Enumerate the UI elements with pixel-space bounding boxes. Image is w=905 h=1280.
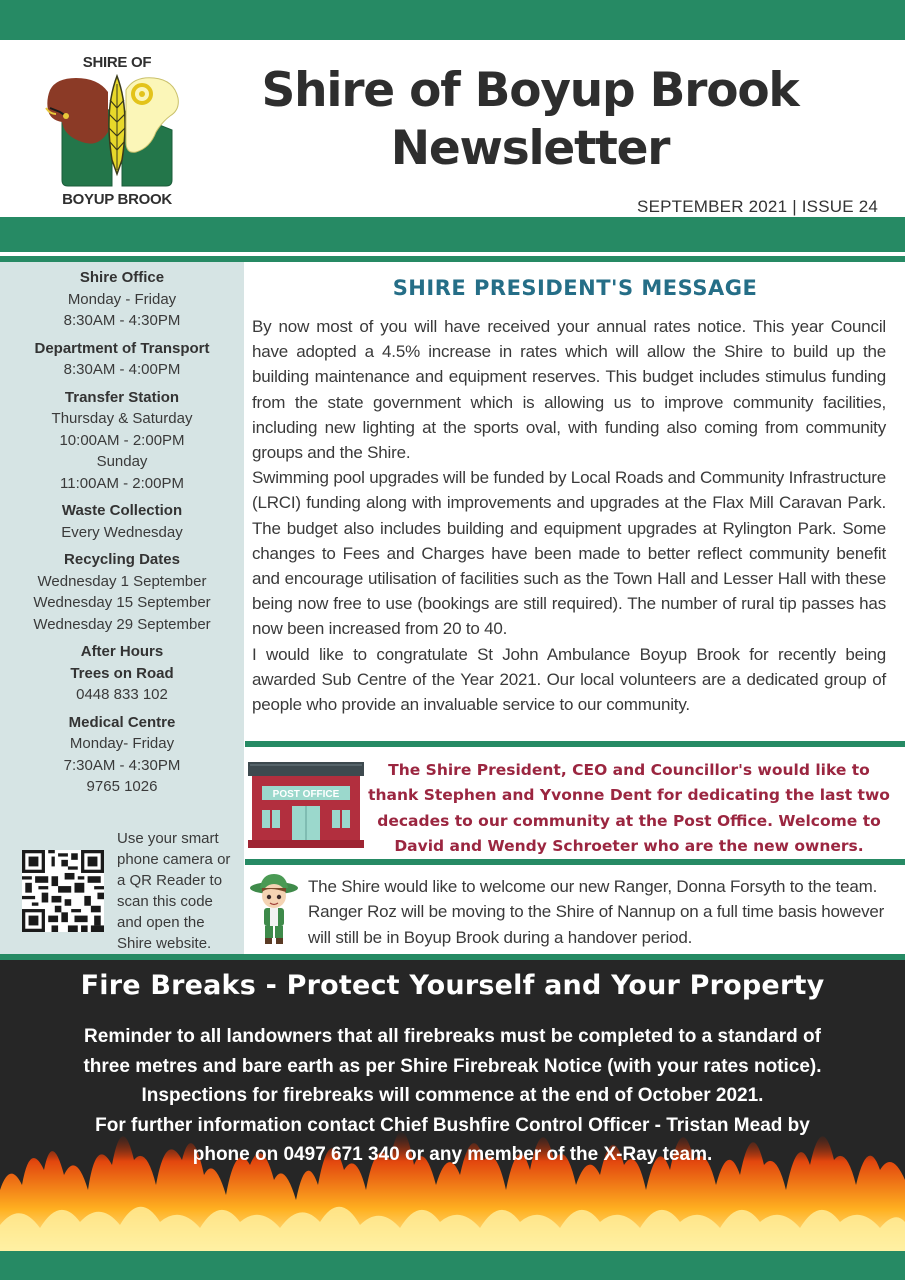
post-office-message: The Shire President, CEO and Councillor's would like to thank Stephen and Yvonne Dent for dedicating the last two decades to our community at the Post Office. Welcome to David and Wendy Schroeter who are the new owners.	[368, 761, 890, 855]
sidebar-recycling-dates	[0, 549, 244, 635]
sidebar-dept-transport	[0, 338, 244, 381]
sidebar-line: 11:00AM - 2:00PM	[60, 474, 184, 492]
post-office-sign: POST OFFICE	[272, 789, 340, 800]
info-sidebar	[0, 262, 244, 954]
fire-breaks-line: three metres and bare earth as per Shire Firebreak Notice (with your rates notice).	[83, 1055, 822, 1077]
sidebar-line: Every Wednesday	[61, 523, 183, 541]
title-line-2: Newsletter	[390, 121, 670, 176]
fire-breaks-section	[0, 960, 905, 1251]
qr-code-icon[interactable]	[22, 850, 104, 932]
issue-number: ISSUE 24	[801, 197, 878, 216]
message-paragraph: I would like to congratulate St John Ambulance Boyup Brook for recently being awarded Sub Centre of the Year 2021. Our local volunteers are a dedicated group of people who provide an invaluable service to our community.	[252, 644, 886, 715]
top-green-band	[0, 0, 905, 40]
post-office-icon	[248, 762, 364, 848]
ranger-message: The Shire would like to welcome our new Ranger, Donna Forsyth to the team. Ranger Roz will be moving to the Shire of Nannup on a full time basis however will still be in Boyup Brook during a handover period.	[308, 877, 885, 947]
sidebar-line: Wednesday 1 September	[37, 572, 207, 590]
bottom-green-band	[0, 1251, 905, 1280]
sidebar-line: Monday- Friday	[69, 735, 175, 752]
sidebar-heading: Transfer Station	[64, 388, 180, 406]
ranger-notice	[245, 866, 905, 952]
sidebar-line: 10:00AM - 2:00PM	[59, 431, 185, 449]
sidebar-shire-office	[0, 267, 244, 332]
issue-separator: |	[792, 197, 797, 216]
fire-breaks-line: For further information contact Chief Bushfire Control Officer - Tristan Mead by	[95, 1114, 810, 1136]
sidebar-line: Thursday & Saturday	[51, 410, 193, 427]
post-office-notice	[245, 748, 905, 858]
message-paragraph: By now most of you will have received your annual rates notice. This year Council have adopted a 4.5% increase in rates which will allow the Shire to build up the building maintenance and equipment reserves. This budget includes stimulus funding from the state government which is allowing us to improve community facilities, including new lighting at the sports oval, with funding also coming from community groups and the Shire.	[252, 317, 886, 463]
issue-date: SEPTEMBER 2021	[637, 197, 788, 216]
sidebar-transfer-station	[0, 387, 244, 495]
logo-bottom-text: BOYUP BROOK	[62, 191, 172, 208]
qr-instructions: Use your smart phone camera or a QR Reader to scan this code and open the Shire website.	[117, 830, 231, 952]
president-message-body	[252, 314, 886, 717]
sidebar-line: 8:30AM - 4:30PM	[63, 312, 181, 329]
sidebar-phone: 0448 833 102	[76, 686, 168, 703]
header-green-band	[0, 217, 905, 252]
sidebar-line: Sunday	[96, 453, 148, 470]
fire-breaks-line: Inspections for firebreaks will commence at the end of October 2021.	[141, 1085, 764, 1106]
logo-top-text: SHIRE OF	[82, 54, 152, 71]
sidebar-heading: Department of Transport	[34, 339, 210, 357]
sidebar-after-hours	[0, 641, 244, 706]
sidebar-line: 7:30AM - 4:30PM	[63, 756, 181, 774]
section-divider	[245, 859, 905, 865]
sidebar-heading: Shire Office	[79, 269, 165, 286]
sidebar-line: Wednesday 15 September	[33, 594, 211, 611]
issue-info	[637, 197, 878, 217]
sidebar-waste-collection	[0, 500, 244, 543]
fire-breaks-line: Reminder to all landowners that all firebreaks must be completed to a standard of	[84, 1026, 821, 1047]
president-message-title: SHIRE PRESIDENT'S MESSAGE	[392, 276, 758, 300]
sidebar-line: Monday - Friday	[67, 290, 177, 308]
shire-crest-icon	[42, 70, 192, 192]
sidebar-heading: Recycling Dates	[64, 551, 180, 568]
sidebar-heading: Medical Centre	[68, 713, 176, 731]
fire-breaks-body	[20, 1022, 885, 1170]
title-line-1: Shire of Boyup Brook	[261, 63, 799, 118]
sidebar-phone: 9765 1026	[86, 778, 158, 795]
sidebar-subheading: Trees on Road	[70, 664, 174, 682]
ranger-cartoon-icon	[248, 874, 300, 946]
sidebar-medical-centre	[0, 712, 244, 798]
fire-breaks-title: Fire Breaks - Protect Yourself and Your Property	[80, 970, 825, 1001]
masthead	[0, 40, 905, 218]
fire-breaks-line: phone on 0497 671 340 or any member of the X-Ray team.	[192, 1144, 713, 1165]
sidebar-heading: Waste Collection	[61, 502, 183, 519]
sidebar-heading: After Hours	[80, 643, 164, 660]
shire-logo	[42, 52, 192, 210]
qr-section	[0, 828, 244, 954]
section-divider	[245, 741, 905, 747]
sidebar-line: 8:30AM - 4:00PM	[63, 361, 181, 378]
sidebar-line: Wednesday 29 September	[33, 615, 211, 633]
newsletter-title	[225, 62, 835, 178]
message-paragraph: Swimming pool upgrades will be funded by Local Roads and Community Infrastructure (LRCI) funding along with improvements and upgrades at the Flax Mill Caravan Park. The budget also includes building and equipment upgrades at Rylington Park. Some changes to Fees and Charges have been made to better reflect community benefit and encourage utilisation of facilities such as the Town Hall and Lesser Hall with these being now free to use (bookings are still required). The number of rural tip passes has now been increased from 20 to 40.	[252, 468, 886, 639]
